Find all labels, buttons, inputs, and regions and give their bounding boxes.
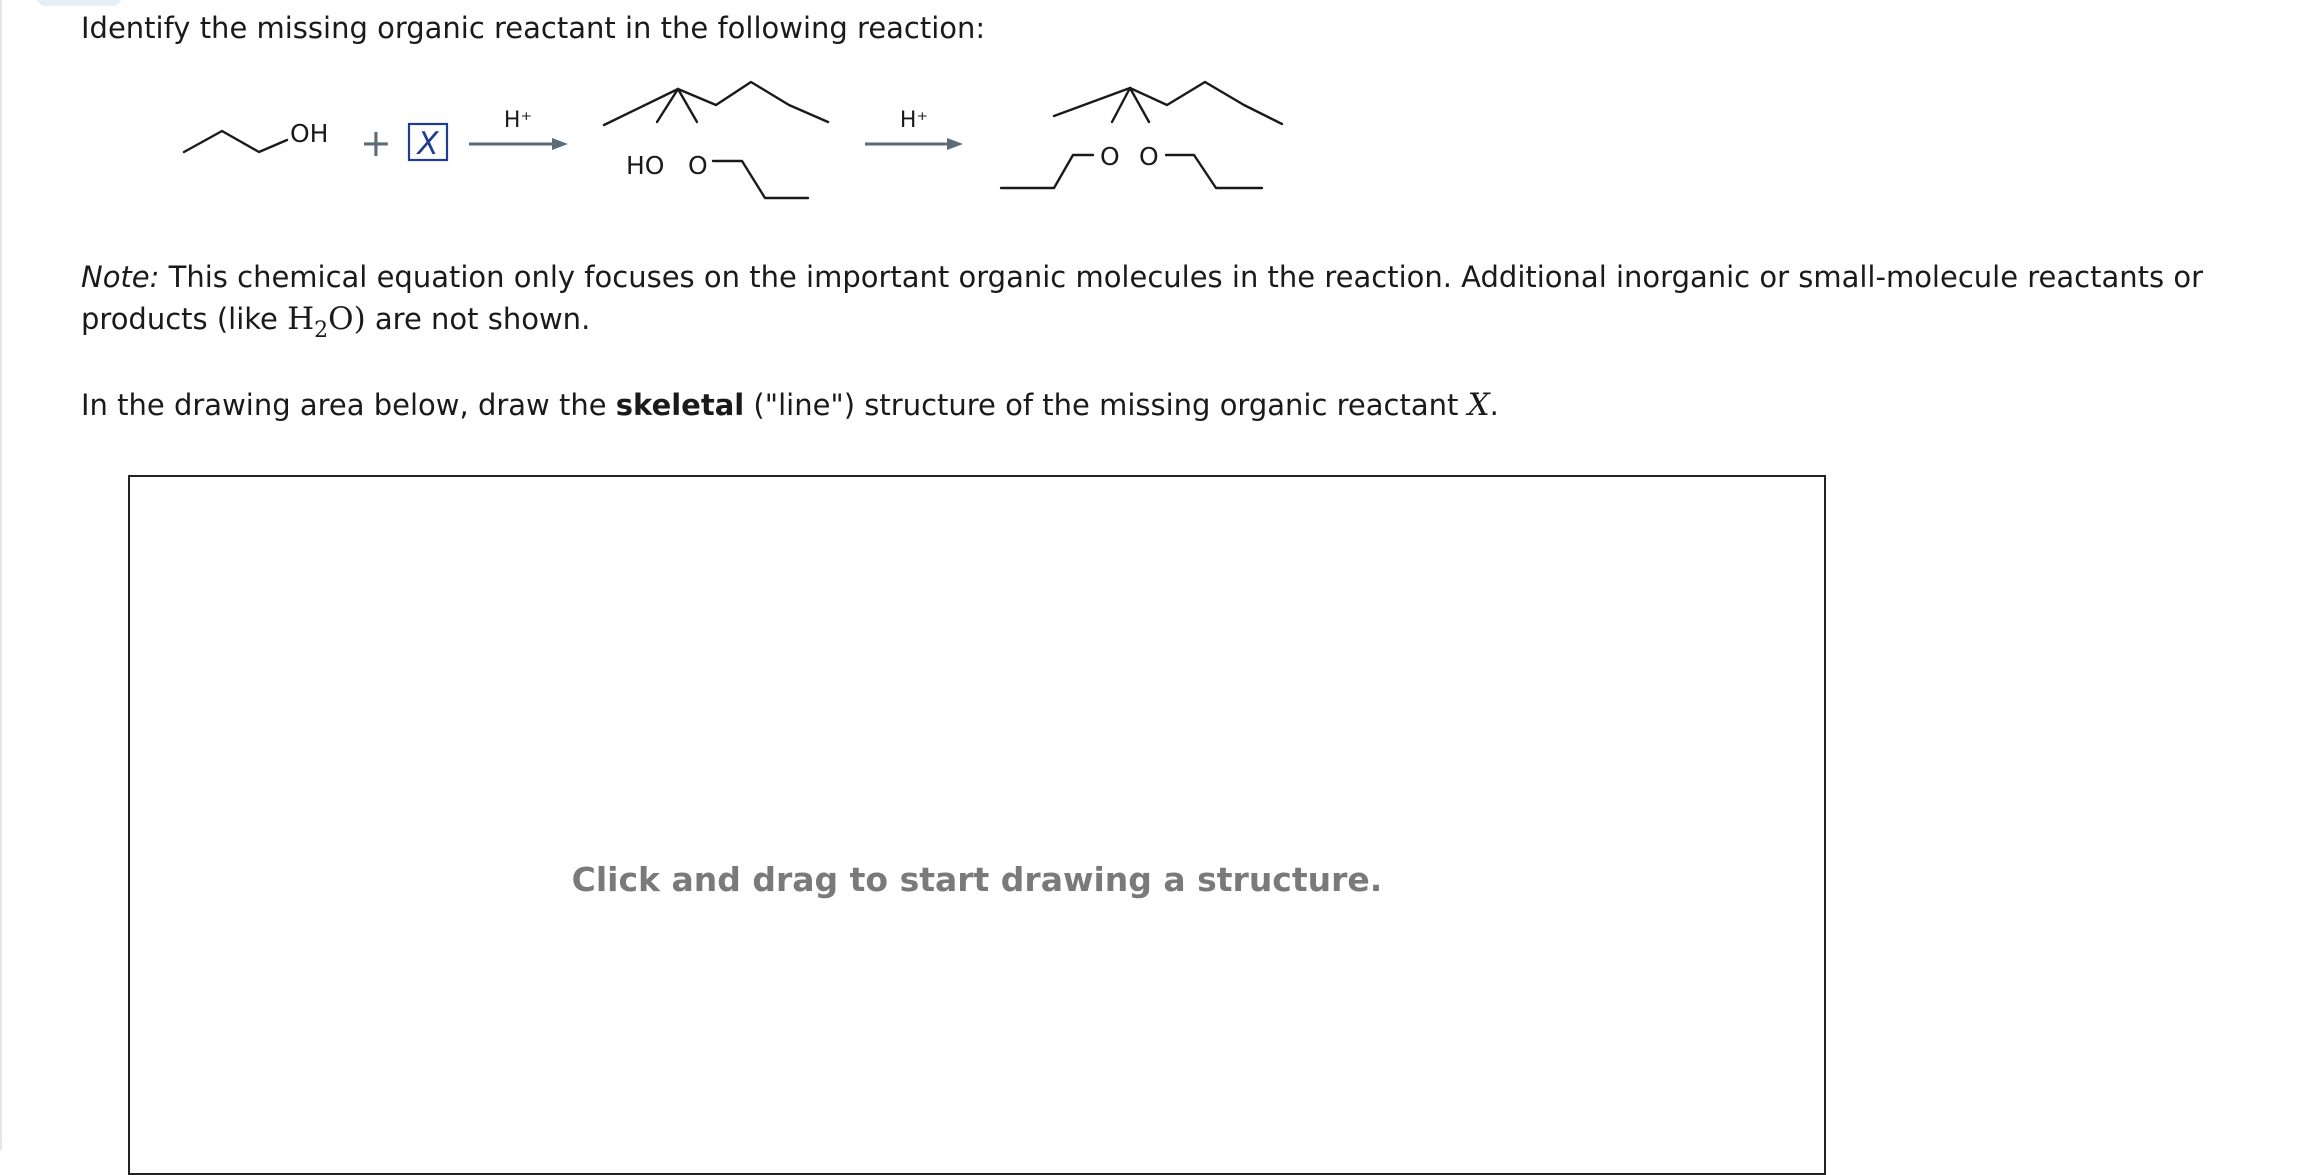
- top-tab: [36, 0, 122, 6]
- reactant-oh-label: OH: [290, 119, 329, 148]
- instruction-end: .: [1489, 388, 1499, 422]
- ketal-propyl-right: [1166, 155, 1262, 188]
- catalyst-1-label: H⁺: [503, 108, 533, 133]
- note-text-after: are not shown.: [365, 302, 591, 336]
- reaction-arrow-2-head: [947, 138, 963, 150]
- instruction-bold: skeletal: [615, 388, 745, 422]
- intermediate-ho-label: HO: [626, 151, 665, 180]
- catalyst-2-label: H⁺: [899, 108, 929, 133]
- water-formula: $H_2O$): [287, 301, 366, 343]
- instruction-after: ("line") structure of the missing organic reactant: [744, 388, 1468, 422]
- product-o-label-1: O: [1100, 142, 1120, 171]
- note-label: Note:: [81, 260, 160, 294]
- reaction-arrow-1-head: [552, 138, 568, 150]
- note-paragraph: [81, 256, 2321, 352]
- note-text-before: This chemical equation only focuses on the important organic molecules in the reaction. Additional inorganic or small-molecule reactants or products (like: [81, 260, 2204, 336]
- hemiketal-propyl: [713, 161, 808, 198]
- reaction-scheme: [0, 60, 1400, 230]
- propanol-skeleton: [184, 131, 287, 152]
- ketal-chain-right: [1130, 82, 1282, 124]
- drawing-area-placeholder: Click and drag to start drawing a structure.: [571, 860, 1383, 899]
- instruction-variable: X: [1467, 387, 1490, 423]
- instruction-before: In the drawing area below, draw the: [81, 388, 616, 422]
- product-o-label-2: O: [1139, 142, 1159, 171]
- hemiketal-chain-right: [678, 82, 828, 122]
- intermediate-o-label: O: [688, 151, 708, 180]
- plus-sign: +: [360, 121, 392, 165]
- ketal-propyl-left: [1001, 155, 1093, 188]
- structure-drawing-area[interactable]: [128, 475, 1826, 1175]
- question-title: Identify the missing organic reactant in the following reaction:: [81, 11, 986, 45]
- instruction-paragraph: [81, 385, 1499, 425]
- unknown-reactant-label: X: [417, 126, 439, 162]
